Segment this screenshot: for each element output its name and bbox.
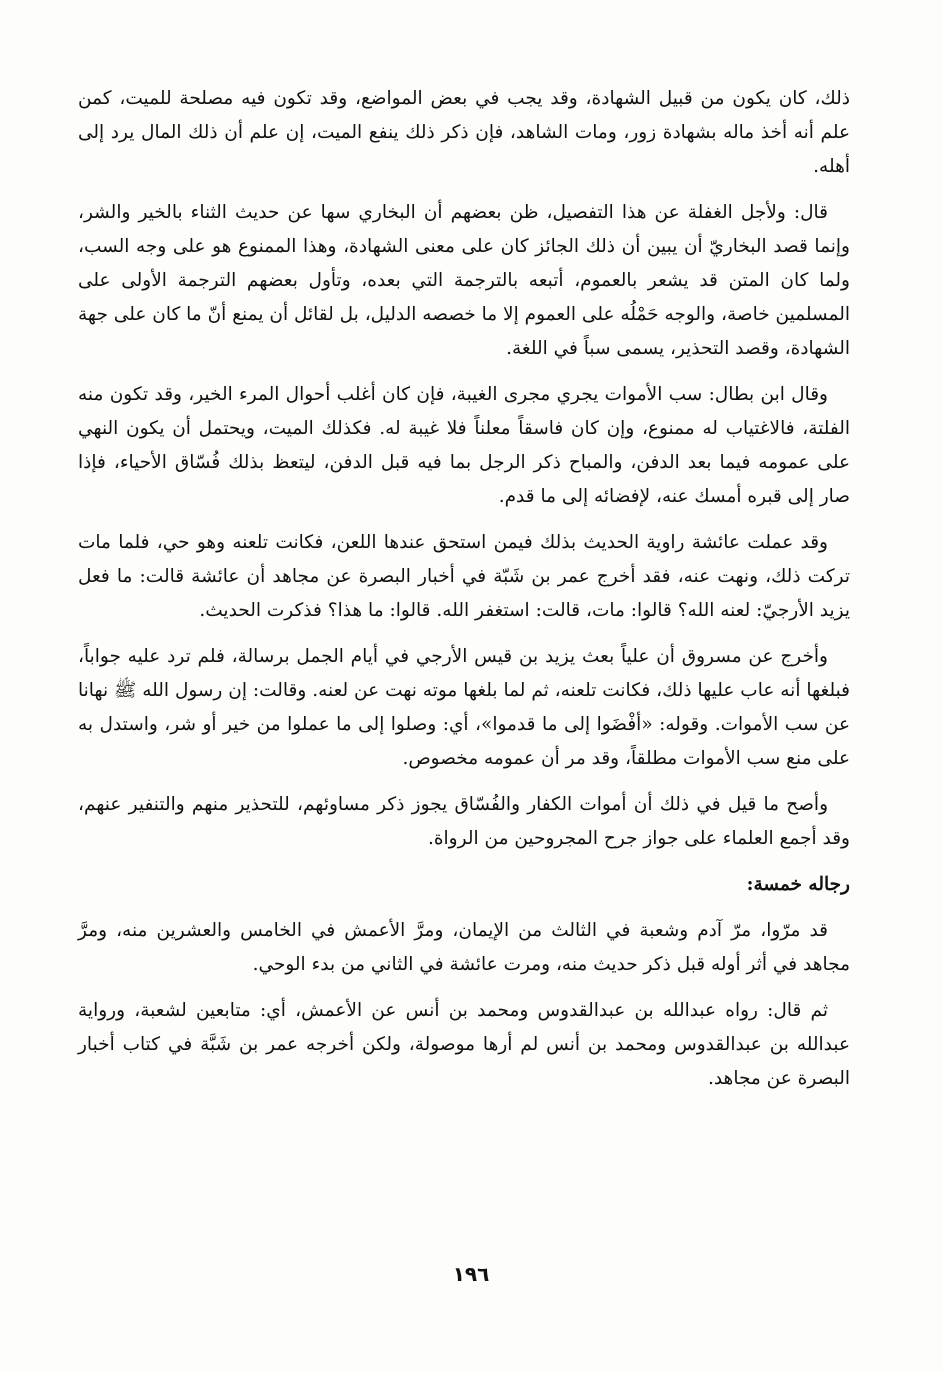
paragraph-4: وقد عملت عائشة راوية الحديث بذلك فيمن استحق عندها اللعن، فكانت تلعنه وهو حي، فلما مات تركت ذلك، ونهت عنه، فقد أخرج عمر بن شَبّة في أخبار البصرة عن مجاهد أن عائشة قالت: ما فعل يزيد الأرجيّ: لعنه الله؟ قالوا: مات، قالت: استغفر الله. قالوا: ما هذا؟ فذكرت الحديث.	[78, 532, 850, 621]
paragraph-3: وقال ابن بطال: سب الأموات يجري مجرى الغيبة، فإن كان أغلب أحوال المرء الخير، وقد تكون منه الفلتة، فالاغتياب له ممنوع، وإن كان فاسقاً معلناً فلا غيبة له. فكذلك الميت، ويحتمل أن يكون النهي على عمومه فيما بعد الدفن، والمباح ذكر الرجل بما فيه قبل الدفن، ليتعظ بذلك فُسّاق الأحياء، فإذا صار إلى قبره أمسك عنه، لإفضائه إلى ما قدم.	[78, 384, 850, 507]
paragraph-5: وأخرج عن مسروق أن علياً بعث يزيد بن قيس الأرجي في أيام الجمل برسالة، فلم ترد عليه جواباً، فبلغها أنه عاب عليها ذلك، فكانت تلعنه، ثم لما بلغها موته نهت عن لعنه. وقالت: إن رسول الله ﷺ نهانا عن سب الأموات. وقوله: «أفْضَوا إلى ما قدموا»، أي: وصلوا إلى ما عملوا من خير أو شر، واستدل به على منع سب الأموات مطلقاً، وقد مر أن عمومه مخصوص.	[78, 646, 850, 769]
paragraph-1: ذلك، كان يكون من قبيل الشهادة، وقد يجب في بعض المواضع، وقد تكون فيه مصلحة للميت، كمن علم أنه أخذ ماله بشهادة زور، ومات الشاهد، فإن ذكر ذلك ينفع الميت، إن علم أن ذلك المال يرد إلى أهله.	[78, 88, 850, 177]
section-heading: رجاله خمسة:	[746, 874, 850, 895]
page-body	[78, 82, 850, 1108]
paragraph-6: وأصح ما قيل في ذلك أن أموات الكفار والفُسّاق يجوز ذكر مساوئهم، للتحذير منهم والتنفير عنهم، وقد أجمع العلماء على جواز جرح المجروحين من الرواة.	[78, 794, 850, 849]
paragraph-7: قد مرّوا، مرّ آدم وشعبة في الثالث من الإيمان، ومرَّ الأعمش في الخامس والعشرين منه، ومرَّ مجاهد في أثر أوله قبل ذكر حديث منه، ومرت عائشة في الثاني من بدء الوحي.	[78, 920, 850, 975]
paragraph-8: ثم قال: رواه عبدالله بن عبدالقدوس ومحمد بن أنس عن الأعمش، أي: متابعين لشعبة، ورواية عبدالله بن عبدالقدوس ومحمد بن أنس لم أرها موصولة، ولكن أخرجه عمر بن شَبَّة في كتاب أخبار البصرة عن مجاهد.	[78, 1000, 850, 1089]
page-number: ١٩٦	[452, 1262, 490, 1286]
paragraph-2: قال: ولأجل الغفلة عن هذا التفصيل، ظن بعضهم أن البخاري سها عن حديث الثناء بالخير والشر، وإنما قصد البخاريّ أن يبين أن ذلك الجائز كان على معنى الشهادة، وهذا الممنوع هو على وجه السب، ولما كان المتن قد يشعر بالعموم، أتبعه بالترجمة التي بعده، وتأول بعضهم الترجمة الأولى على المسلمين خاصة، والوجه حَمْلُه على العموم إلا ما خصصه الدليل، بل لقائل أن يمنع أنّ ما كان على جهة الشهادة، وقصد التحذير، يسمى سباً في اللغة.	[78, 202, 850, 359]
